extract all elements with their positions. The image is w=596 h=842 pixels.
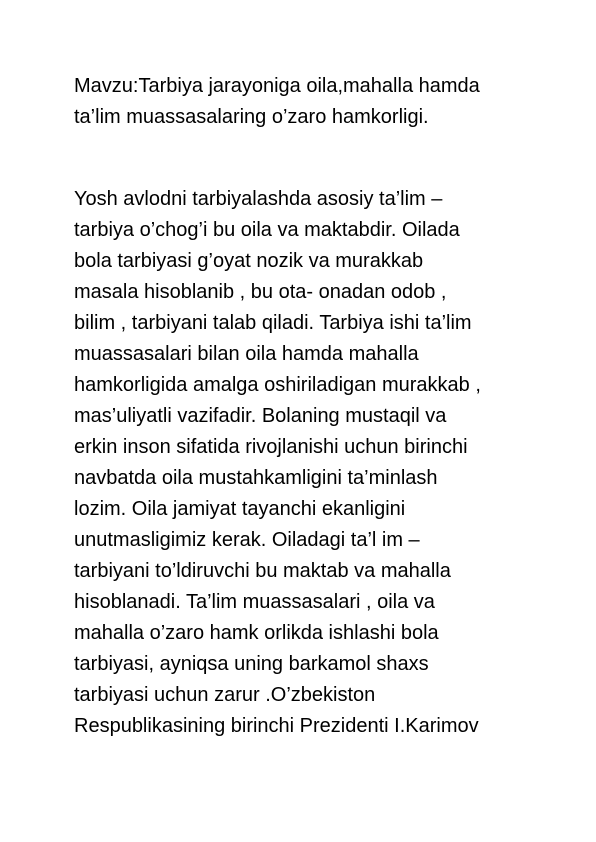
document-title: Mavzu:Tarbiya jarayoniga oila,mahalla hamda ta’lim muassasalaring o’zaro hamkorligi.	[74, 75, 480, 128]
document-body: Yosh avlodni tarbiyalashda asosiy ta’lim – tarbiya o’chog’i bu oila va maktabdir. Oilada bola tarbiyasi g’oyat nozik va murakkab masala hisoblanib , bu ota- onadan odob , bilim , tarbiyani talab qiladi. Tarbiya ishi ta’lim muassasalari bilan oila hamda mahalla hamkorligida amalga oshiriladigan murakkab , mas’uliyatli vazifadir. Bolaning mustaqil va erkin inson sifatida rivojlanishi uchun birinchi navbatda oila mustahkamligini ta’minlash lozim. Oila jamiyat tayanchi ekanligini unutmasligimiz kerak. Oiladagi ta’l im – tarbiyani to’ldiruvchi bu maktab va mahalla hisoblanadi. Ta’lim muassasalari , oila va mahalla o’zaro hamk orlikda ishlashi bola tarbiyasi, ayniqsa uning barkamol shaxs tarbiyasi uchun zarur .O’zbekiston Respublikasining birinchi Prezidenti I.Karimov	[74, 188, 481, 737]
